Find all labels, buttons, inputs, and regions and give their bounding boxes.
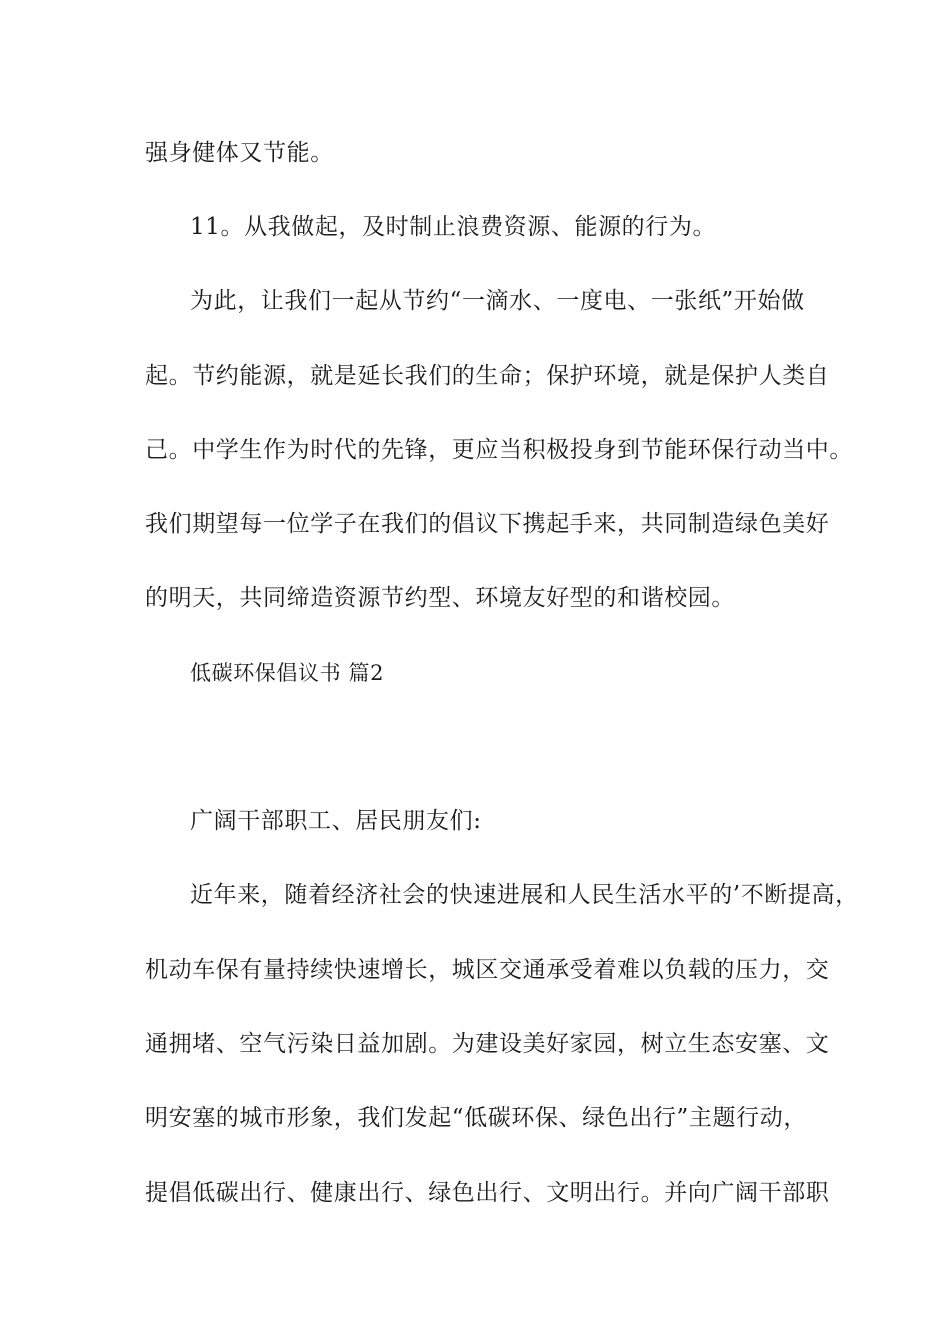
salutation: 广阔干部职工、居民朋友们: bbox=[190, 808, 482, 834]
paragraph-line: 为此，让我们一起从节约“一滴水、一度电、一张纸”开始做 bbox=[190, 288, 805, 314]
paragraph-line: 的明天，共同缔造资源节约型、环境友好型的和谐校园。 bbox=[145, 585, 735, 611]
section-title: 低碳环保倡议书 篇2 bbox=[190, 661, 385, 685]
paragraph-line: 我们期望每一位学子在我们的倡议下携起手来，共同制造绿色美好 bbox=[145, 511, 830, 537]
paragraph-line: 提倡低碳出行、健康出行、绿色出行、文明出行。并向广阔干部职 bbox=[145, 1180, 830, 1206]
paragraph-line: 强身健体又节能。 bbox=[145, 140, 334, 166]
paragraph-line: 明安塞的城市形象，我们发起“低碳环保、绿色出行”主题行动， bbox=[145, 1105, 807, 1131]
paragraph-line: 通拥堵、空气污染日益加剧。为建设美好家园，树立生态安塞、文 bbox=[145, 1031, 830, 1057]
paragraph-line: 近年来，随着经济社会的快速进展和人民生活水平的’不断提高， bbox=[190, 882, 859, 908]
paragraph-line: 起。节约能源，就是延长我们的生命；保护环境，就是保护人类自 bbox=[145, 363, 830, 389]
list-item-11: 11。从我做起，及时制止浪费资源、能源的行为。 bbox=[190, 214, 717, 240]
paragraph-line: 己。中学生作为时代的先锋，更应当积极投身到节能环保行动当中。 bbox=[145, 437, 853, 463]
paragraph-line: 机动车保有量持续快速增长，城区交通承受着难以负载的压力，交 bbox=[145, 957, 830, 983]
